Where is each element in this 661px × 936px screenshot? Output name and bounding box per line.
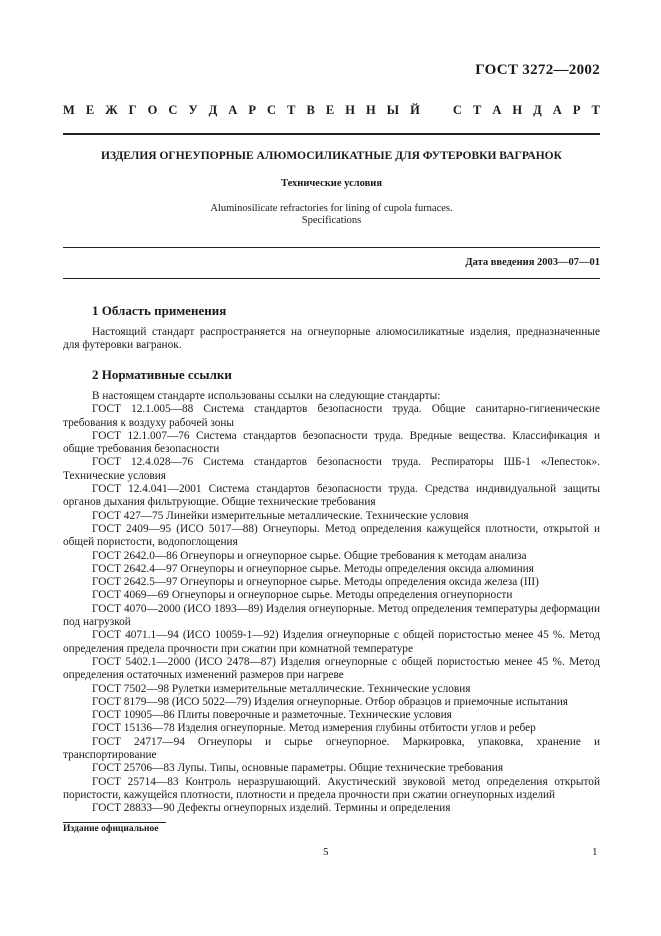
interstate-letter: А bbox=[492, 103, 502, 117]
interstate-letter: Е bbox=[85, 103, 95, 117]
interstate-letter: О bbox=[147, 103, 158, 117]
interstate-letter: У bbox=[188, 103, 198, 117]
reference-item: ГОСТ 7502—98 Рулетки измерительные металлические. Технические условия bbox=[92, 682, 471, 695]
reference-item: ГОСТ 5402.1—2000 (ИСО 2478—87) Изделия огнеупорные с общей пористостью менее 45 %. Метод определения остаточных изменений размеров при нагреве bbox=[63, 655, 600, 682]
reference-item: ГОСТ 12.4.041—2001 Система стандартов безопасности труда. Средства индивидуальной защиты органов дыхания фильтрующие. Общие технические требования bbox=[63, 483, 600, 509]
scope-paragraph: Настоящий стандарт распространяется на огнеупорные алюмосиликатные изделия, предназначенные для футеровки вагранок. bbox=[63, 326, 600, 352]
section-2-heading: 2 Нормативные ссылки bbox=[92, 367, 232, 382]
interstate-letter: Д bbox=[533, 103, 542, 117]
interstate-letter: Р bbox=[248, 103, 256, 117]
references-intro: В настоящем стандарте использованы ссылки на следующие стандарты: bbox=[92, 390, 441, 402]
interstate-letter: Ж bbox=[105, 103, 118, 117]
document-subtitle-ru: Технические условия bbox=[280, 178, 383, 189]
interstate-letter: Н bbox=[345, 103, 355, 117]
reference-item: ГОСТ 427—75 Линейки измерительные металлические. Технические условия bbox=[92, 509, 469, 522]
title-en-line-1: Aluminosilicate refractories for lining of cupola furnaces. bbox=[210, 203, 453, 214]
header-divider bbox=[63, 133, 600, 135]
reference-item: ГОСТ 2409—95 (ИСО 5017—88) Огнеупоры. Метод определения кажущейся плотности, открытой и общей пористости, водопоглощения bbox=[63, 522, 600, 549]
interstate-letter: Т bbox=[287, 103, 296, 117]
interstate-letter: С bbox=[267, 103, 277, 117]
reference-item: ГОСТ 12.1.007—76 Система стандартов безопасности труда. Вредные вещества. Классификация и общие требования безопасности bbox=[63, 429, 600, 456]
reference-item: ГОСТ 4071.1—94 (ИСО 10059-1—92) Изделия огнеупорные с общей пористостью менее 45 %. Метод определения предела прочности при сжатии при комнатной температуре bbox=[63, 629, 600, 655]
page-number-center: 5 bbox=[323, 846, 329, 858]
reference-item: ГОСТ 12.1.005—88 Система стандартов безопасности труда. Общие санитарно-гигиенические требования к воздуху рабочей зоны bbox=[63, 403, 600, 429]
interstate-letter: Д bbox=[208, 103, 218, 117]
references-list bbox=[63, 390, 600, 816]
section-1-heading: 1 Область применения bbox=[92, 303, 227, 318]
reference-item: ГОСТ 10905—86 Плиты поверочные и разметочные. Технические условия bbox=[92, 709, 452, 722]
interstate-letter: Н bbox=[512, 103, 523, 117]
gost-code: ГОСТ 3272—2002 bbox=[475, 62, 600, 78]
interstate-letter: Ы bbox=[386, 103, 400, 117]
footer-divider bbox=[63, 822, 166, 823]
intro-date: Дата введения 2003—07—01 bbox=[465, 257, 600, 268]
interstate-letter: Г bbox=[128, 103, 137, 117]
interstate-letter: Т bbox=[591, 103, 600, 117]
reference-item: ГОСТ 4069—69 Огнеупоры и огнеупорное сырье. Методы определения огнеупорности bbox=[92, 589, 513, 602]
interstate-letter: Н bbox=[365, 103, 376, 117]
reference-item: ГОСТ 12.4.028—76 Система стандартов безопасности труда. Респираторы ШБ-1 «Лепесток». Технические условия bbox=[63, 456, 600, 482]
interstate-letter: Е bbox=[325, 103, 335, 117]
reference-item: ГОСТ 2642.4—97 Огнеупоры и огнеупорное сырье. Методы определения оксида алюминия bbox=[92, 562, 534, 575]
reference-item: ГОСТ 2642.0—86 Огнеупоры и огнеупорное сырье. Общие требования к методам анализа bbox=[92, 549, 527, 562]
reference-item: ГОСТ 15136—78 Изделия огнеупорные. Метод измерения глубины отбитости углов и ребер bbox=[92, 722, 536, 735]
reference-item: ГОСТ 8179—98 (ИСО 5022—79) Изделия огнеупорные. Отбор образцов и приемочные испытания bbox=[92, 695, 568, 708]
interstate-letter: С bbox=[168, 103, 178, 117]
reference-item: ГОСТ 25706—83 Лупы. Типы, основные параметры. Общие технические требования bbox=[92, 762, 504, 775]
document-title-en bbox=[63, 203, 600, 227]
title-divider bbox=[63, 247, 600, 248]
reference-item: ГОСТ 24717—94 Огнеупоры и сырье огнеупорное. Маркировка, упаковка, хранение и транспортирование bbox=[63, 735, 600, 762]
interstate-letter: Р bbox=[572, 103, 581, 117]
reference-item: ГОСТ 4070—2000 (ИСО 1893—89) Изделия огнеупорные. Метод определения температуры деформации под нагрузкой bbox=[63, 602, 600, 629]
date-divider bbox=[63, 278, 600, 279]
reference-item: ГОСТ 2642.5—97 Огнеупоры и огнеупорное сырье. Методы определения оксида железа (III) bbox=[92, 576, 539, 589]
document-title-ru: ИЗДЕЛИЯ ОГНЕУПОРНЫЕ АЛЮМОСИЛИКАТНЫЕ ДЛЯ ФУТЕРОВКИ ВАГРАНОК bbox=[101, 150, 562, 162]
section-1-text bbox=[63, 326, 600, 353]
interstate-letter: А bbox=[228, 103, 238, 117]
interstate-standard-heading bbox=[63, 103, 600, 118]
reference-item: ГОСТ 25714—83 Контроль неразрушающий. Акустический звуковой метод определения открытой пористости, кажущейся плотности, плотности и предела прочности при сжатии огнеупорных изделий bbox=[63, 775, 600, 801]
interstate-letter: В bbox=[306, 103, 315, 117]
page-number-right: 1 bbox=[592, 846, 598, 858]
reference-item: ГОСТ 28833—90 Дефекты огнеупорных изделий. Термины и определения bbox=[92, 802, 451, 815]
interstate-letter: А bbox=[552, 103, 562, 117]
interstate-letter: С bbox=[452, 103, 462, 117]
interstate-letter: Й bbox=[410, 103, 420, 117]
title-en-line-2: Specifications bbox=[301, 215, 362, 226]
interstate-letter: Т bbox=[472, 103, 482, 117]
interstate-letter: М bbox=[63, 103, 75, 117]
edition-note: Издание официальное bbox=[63, 824, 159, 834]
